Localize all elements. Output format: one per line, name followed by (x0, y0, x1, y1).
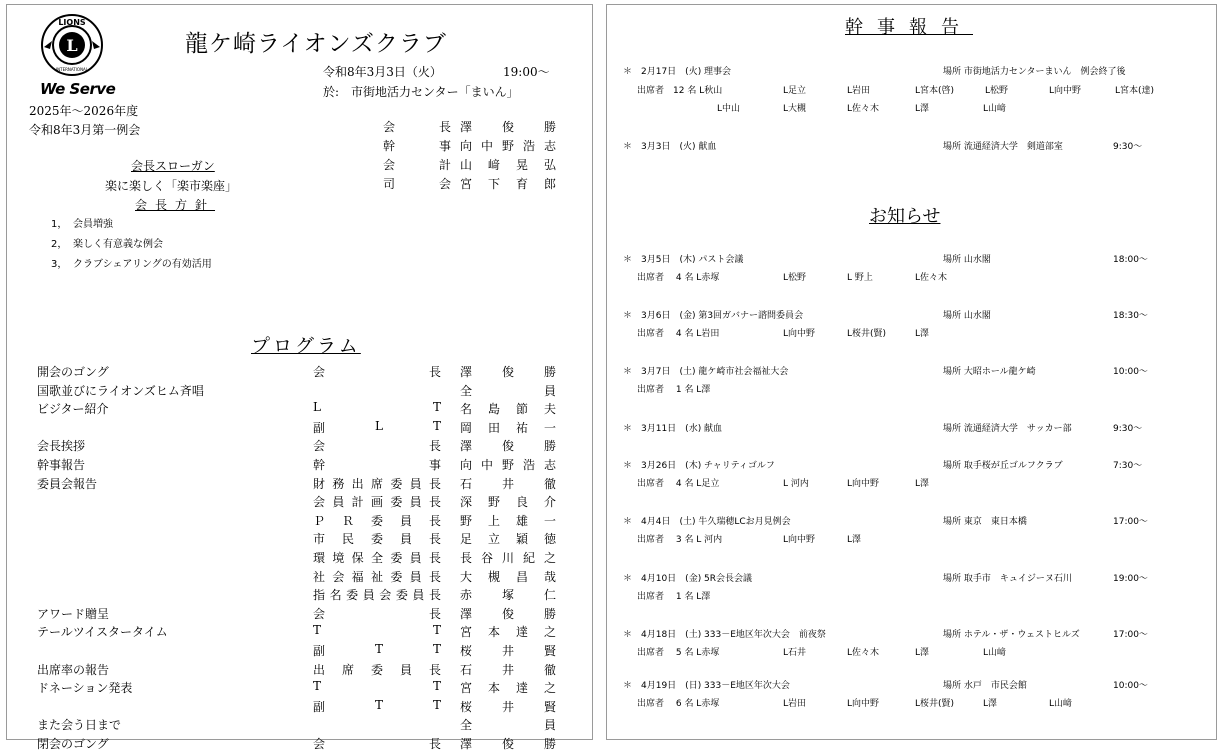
program-role: 副 T T (313, 697, 441, 714)
program-role: 副 T T (313, 642, 441, 658)
program-role: 財 務 出 席 委 員 長 (313, 476, 441, 491)
attendee-name: L向中野 (783, 329, 816, 339)
attendee-name: L足立 (783, 86, 807, 96)
event-venue: 場所 水戸 市民会館 (943, 681, 1027, 691)
event-date: ＊ 3月26日 (木) チャリティゴルフ (623, 461, 775, 471)
officer-name: 向 中 野 浩 志 (460, 139, 556, 153)
program-person: 石 井 徹 (460, 662, 556, 677)
we-serve-motto: We Serve (40, 80, 116, 98)
event-date: ＊ 4月10日 (金) 5R会長会議 (623, 574, 753, 584)
event-date: ＊ 3月5日 (木) パスト会議 (623, 255, 744, 265)
program-person: 長 谷 川 紀 之 (460, 551, 556, 565)
program-person: 岡 田 祐 一 (460, 420, 556, 435)
event-date: ＊ 4月4日 (土) 牛久瑞穂LCお月見例会 (623, 517, 791, 527)
program-role: Ｐ Ｒ 委 員 長 (313, 513, 441, 528)
attendee-count: 出席者 4 名 L足立 (637, 479, 720, 489)
event-venue: 場所 市街地活力センターまいん 例会終了後 (943, 67, 1126, 77)
policy-text: 楽しく有意義な例会 (73, 239, 163, 250)
svg-text:L: L (66, 36, 78, 55)
attendee-name: L中山 (717, 104, 741, 114)
meeting-time: 19:00～ (503, 65, 550, 79)
officer-role: 幹 事 (383, 139, 451, 153)
attendee-count: 出席者 12 名 L秋山 (637, 86, 723, 96)
secretary-report-heading: 幹事報告 (845, 17, 973, 38)
attendee-name: L山﨑 (983, 648, 1007, 658)
program-role: T T (313, 679, 441, 694)
attendee-name: L澤 (915, 648, 930, 658)
right-page (606, 4, 1217, 740)
program-person: 澤 俊 勝 (460, 365, 556, 379)
program-role: 環 境 保 全 委 員 長 (313, 551, 441, 565)
event-venue: 場所 大昭ホール龍ケ崎 (943, 367, 1036, 377)
policy-number: 3， (51, 259, 68, 270)
program-item: 幹事報告 (37, 458, 86, 472)
program-role: 市 民 委 員 長 (313, 532, 441, 547)
svg-text:INTERNATIONAL: INTERNATIONAL (55, 67, 89, 72)
program-role: 会 長 (313, 365, 441, 379)
attendee-name: L岩田 (783, 699, 807, 709)
policy-heading: 会長方針 (135, 198, 216, 212)
attendee-count: 出席者 6 名 L赤塚 (637, 699, 720, 709)
event-time: 18:30～ (1113, 311, 1148, 321)
program-item: 会長挨拶 (37, 439, 86, 454)
attendee-name: L桜井(賢) (847, 329, 887, 339)
program-role: T T (313, 623, 441, 638)
program-role: 会 長 (313, 737, 441, 751)
attendee-count: 出席者 1 名 L澤 (637, 592, 711, 602)
event-venue: 場所 山水閣 (943, 311, 991, 321)
attendee-name: L佐々木 (847, 104, 880, 114)
program-person: 桜 井 賢 (460, 644, 556, 658)
attendee-name: L大槻 (783, 104, 807, 114)
event-date: ＊ 4月19日 (日) 333－E地区年次大会 (623, 681, 790, 691)
attendee-name: L佐々木 (847, 648, 880, 658)
officer-name: 山 﨑 晃 弘 (460, 158, 556, 172)
officer-role: 会 計 (383, 158, 451, 172)
program-item: ビジター紹介 (37, 402, 109, 417)
program-person: 澤 俊 勝 (460, 439, 556, 454)
attendee-name: L澤 (915, 329, 930, 339)
attendee-name: L 野上 (847, 273, 873, 283)
left-page (6, 4, 593, 751)
program-person: 澤 俊 勝 (460, 737, 556, 751)
club-title: 龍ケ崎ライオンズクラブ (185, 31, 447, 57)
attendee-name: L岩田 (847, 86, 871, 96)
lions-logo (40, 13, 104, 77)
event-time: 9:30～ (1113, 142, 1143, 152)
program-item: 出席率の報告 (37, 662, 110, 677)
notice-heading: お知らせ (869, 206, 941, 227)
event-venue: 場所 流通経済大学 剣道部室 (943, 142, 1063, 152)
program-person: 向 中 野 浩 志 (460, 458, 556, 472)
program-item: 閉会のゴング (37, 737, 109, 751)
program-person: 足 立 穎 徳 (460, 532, 556, 547)
program-person: 赤 塚 仁 (460, 588, 556, 603)
attendee-name: L澤 (847, 535, 862, 545)
program-role: L T (313, 400, 441, 415)
program-role: 出 席 委 員 長 (313, 662, 441, 677)
slogan-heading: 会長スローガン (131, 159, 215, 173)
event-venue: 場所 取手桜が丘ゴルフクラブ (943, 461, 1063, 471)
event-time: 19:00～ (1113, 574, 1148, 584)
event-time: 10:00～ (1113, 367, 1148, 377)
fiscal-year: 2025年～2026年度 (29, 104, 139, 118)
program-role: 会 長 (313, 606, 441, 621)
attendee-name: L松野 (985, 86, 1009, 96)
program-item: ドネーション発表 (37, 681, 133, 696)
attendee-name: L山﨑 (1049, 699, 1073, 709)
event-date: ＊ 2月17日 (火) 理事会 (623, 67, 732, 77)
policy-text: クラブシェアリングの有効活用 (73, 259, 212, 270)
event-venue: 場所 取手市 キュイジーヌ石川 (943, 574, 1072, 584)
meeting-name: 令和8年3月第一例会 (29, 123, 141, 137)
program-person: 石 井 徹 (460, 476, 556, 491)
program-role: 幹 事 (313, 458, 441, 472)
attendee-count: 出席者 4 名 L岩田 (637, 329, 720, 339)
program-person: 全 員 (460, 383, 556, 398)
svg-text:LIONS: LIONS (58, 18, 86, 27)
event-venue: 場所 東京 東日本橋 (943, 517, 1027, 527)
event-date: ＊ 4月18日 (土) 333－E地区年次大会 前夜祭 (623, 630, 826, 640)
program-person: 深 野 良 介 (460, 495, 556, 510)
meeting-date: 令和8年3月3日（火） (323, 65, 442, 79)
program-heading: プログラム (251, 335, 361, 357)
program-item: 委員会報告 (37, 476, 98, 491)
attendee-name: L佐々木 (915, 273, 948, 283)
program-item: アワード贈呈 (37, 606, 110, 621)
attendee-count: 出席者 5 名 L赤塚 (637, 648, 720, 658)
program-item: 国歌並びにライオンズヒム斉唱 (37, 383, 204, 398)
attendee-name: L山﨑 (983, 104, 1007, 114)
program-item: 開会のゴング (37, 365, 109, 379)
program-person: 野 上 雄 一 (460, 513, 556, 528)
attendee-name: L向中野 (847, 479, 880, 489)
attendee-name: L松野 (783, 273, 807, 283)
program-person: 桜 井 賢 (460, 699, 556, 714)
program-person: 澤 俊 勝 (460, 606, 556, 621)
program-person: 宮 本 達 之 (460, 625, 556, 640)
policy-text: 会員増強 (73, 219, 113, 230)
attendee-name: L宮本(達) (1115, 86, 1155, 96)
attendee-count: 出席者 4 名 L赤塚 (637, 273, 720, 283)
officer-name: 宮 下 育 郎 (460, 177, 556, 191)
event-date: ＊ 3月3日 (火) 献血 (623, 142, 717, 152)
event-time: 18:00～ (1113, 255, 1148, 265)
event-date: ＊ 3月7日 (土) 龍ケ崎市社会福祉大会 (623, 367, 789, 377)
attendee-name: L 河内 (783, 479, 809, 489)
attendee-name: L向中野 (847, 699, 880, 709)
attendee-name: L向中野 (783, 535, 816, 545)
attendee-name: L澤 (915, 104, 930, 114)
program-item: テールツイスタータイム (37, 625, 168, 640)
event-time: 17:00～ (1113, 630, 1148, 640)
program-role: 会 長 (313, 439, 441, 454)
event-date: ＊ 3月11日 (水) 献血 (623, 424, 723, 434)
officer-role: 司 会 (383, 177, 451, 191)
officer-name: 澤 俊 勝 (460, 120, 556, 134)
event-time: 9:30～ (1113, 424, 1143, 434)
event-venue: 場所 山水閣 (943, 255, 991, 265)
attendee-name: L澤 (983, 699, 998, 709)
program-role: 副 L T (313, 418, 441, 435)
event-venue: 場所 流通経済大学 サッカー部 (943, 424, 1072, 434)
program-person: 大 槻 昌 哉 (460, 569, 556, 584)
slogan-text: 楽に楽しく「楽市楽座」 (105, 179, 238, 193)
event-date: ＊ 3月6日 (金) 第3回ガバナー諮問委員会 (623, 311, 804, 321)
event-venue: 場所 ホテル・ザ・ウェストヒルズ (943, 630, 1080, 640)
program-role: 会 員 計 画 委 員 長 (313, 495, 441, 510)
attendee-name: L石井 (783, 648, 807, 658)
attendee-count: 出席者 1 名 L澤 (637, 385, 711, 395)
meeting-place: 於: 市街地活力センター「まいん」 (323, 85, 519, 99)
attendee-count: 出席者 3 名 L 河内 (637, 535, 723, 545)
program-item: また会う日まで (37, 718, 122, 733)
program-person: 宮 本 達 之 (460, 681, 556, 696)
event-time: 17:00～ (1113, 517, 1148, 527)
attendee-name: L澤 (915, 479, 930, 489)
event-time: 7:30～ (1113, 461, 1143, 471)
attendee-name: L宮本(啓) (915, 86, 955, 96)
policy-number: 2， (51, 239, 68, 250)
program-role: 社 会 福 祉 委 員 長 (313, 569, 441, 584)
attendee-name: L向中野 (1049, 86, 1082, 96)
officer-role: 会 長 (383, 120, 451, 134)
program-role: 指 名 委 員 会 委 員 長 (313, 588, 441, 603)
attendee-name: L桜井(賢) (915, 699, 955, 709)
event-time: 10:00～ (1113, 681, 1148, 691)
program-person: 名 島 節 夫 (460, 402, 556, 417)
program-person: 全 員 (460, 718, 556, 733)
policy-number: 1， (51, 219, 68, 230)
